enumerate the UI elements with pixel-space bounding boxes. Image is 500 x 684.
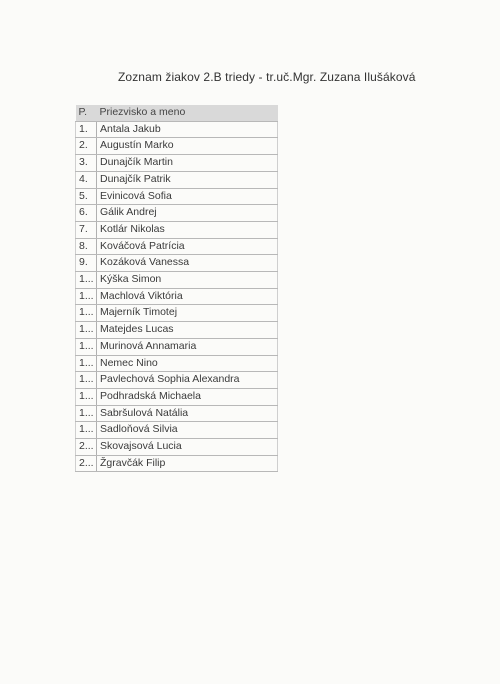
row-number-cell: 4. <box>76 171 97 188</box>
table-row <box>76 405 278 422</box>
row-number-cell: 8. <box>76 238 97 255</box>
table-row <box>76 205 278 222</box>
table-row <box>76 322 278 339</box>
row-number-cell: 9. <box>76 255 97 272</box>
student-name-cell: Kotlár Nikolas <box>97 221 278 238</box>
table-header-row <box>76 105 278 121</box>
row-number-cell: 1... <box>76 288 97 305</box>
table-row <box>76 138 278 155</box>
row-number-cell: 1. <box>76 121 97 138</box>
student-name-cell: Sabršulová Natália <box>97 405 278 422</box>
student-name-cell: Machlová Viktória <box>97 288 278 305</box>
student-name-cell: Sadloňová Silvia <box>97 422 278 439</box>
column-header-number: P. <box>76 105 97 121</box>
table-row <box>76 338 278 355</box>
row-number-cell: 1... <box>76 372 97 389</box>
student-name-cell: Podhradská Michaela <box>97 388 278 405</box>
row-number-cell: 1... <box>76 355 97 372</box>
student-name-cell: Kováčová Patrícia <box>97 238 278 255</box>
student-name-cell: Pavlechová Sophia Alexandra <box>97 372 278 389</box>
row-number-cell: 3. <box>76 155 97 172</box>
table-row <box>76 155 278 172</box>
student-name-cell: Majerník Timotej <box>97 305 278 322</box>
row-number-cell: 1... <box>76 305 97 322</box>
row-number-cell: 1... <box>76 322 97 339</box>
student-name-cell: Murinová Annamaria <box>97 338 278 355</box>
table-row <box>76 372 278 389</box>
page-title: Zoznam žiakov 2.B triedy - tr.uč.Mgr. Zuzana Ilušáková <box>118 70 416 84</box>
student-name-cell: Skovajsová Lucia <box>97 439 278 456</box>
table-row <box>76 355 278 372</box>
table-row <box>76 422 278 439</box>
column-header-name: Priezvisko a meno <box>97 105 278 121</box>
table-row <box>76 439 278 456</box>
student-name-cell: Augustín Marko <box>97 138 278 155</box>
table-row <box>76 121 278 138</box>
row-number-cell: 5. <box>76 188 97 205</box>
table-row <box>76 455 278 472</box>
student-name-cell: Matejdes Lucas <box>97 322 278 339</box>
table-row <box>76 272 278 289</box>
student-list-table <box>75 105 278 472</box>
row-number-cell: 2. <box>76 138 97 155</box>
row-number-cell: 1... <box>76 422 97 439</box>
row-number-cell: 2... <box>76 439 97 456</box>
row-number-cell: 6. <box>76 205 97 222</box>
student-name-cell: Kozáková Vanessa <box>97 255 278 272</box>
student-name-cell: Dunajčík Patrik <box>97 171 278 188</box>
student-name-cell: Žgravčák Filip <box>97 455 278 472</box>
table-row <box>76 288 278 305</box>
row-number-cell: 2... <box>76 455 97 472</box>
row-number-cell: 1... <box>76 388 97 405</box>
student-name-cell: Gálik Andrej <box>97 205 278 222</box>
row-number-cell: 1... <box>76 405 97 422</box>
student-name-cell: Dunajčík Martin <box>97 155 278 172</box>
table-row <box>76 221 278 238</box>
table-row <box>76 188 278 205</box>
table-row <box>76 238 278 255</box>
row-number-cell: 1... <box>76 338 97 355</box>
table-row <box>76 255 278 272</box>
student-name-cell: Nemec Nino <box>97 355 278 372</box>
student-name-cell: Kýška Simon <box>97 272 278 289</box>
student-name-cell: Antala Jakub <box>97 121 278 138</box>
table-row <box>76 171 278 188</box>
student-name-cell: Evinicová Sofia <box>97 188 278 205</box>
table-row <box>76 388 278 405</box>
table-row <box>76 305 278 322</box>
row-number-cell: 1... <box>76 272 97 289</box>
row-number-cell: 7. <box>76 221 97 238</box>
